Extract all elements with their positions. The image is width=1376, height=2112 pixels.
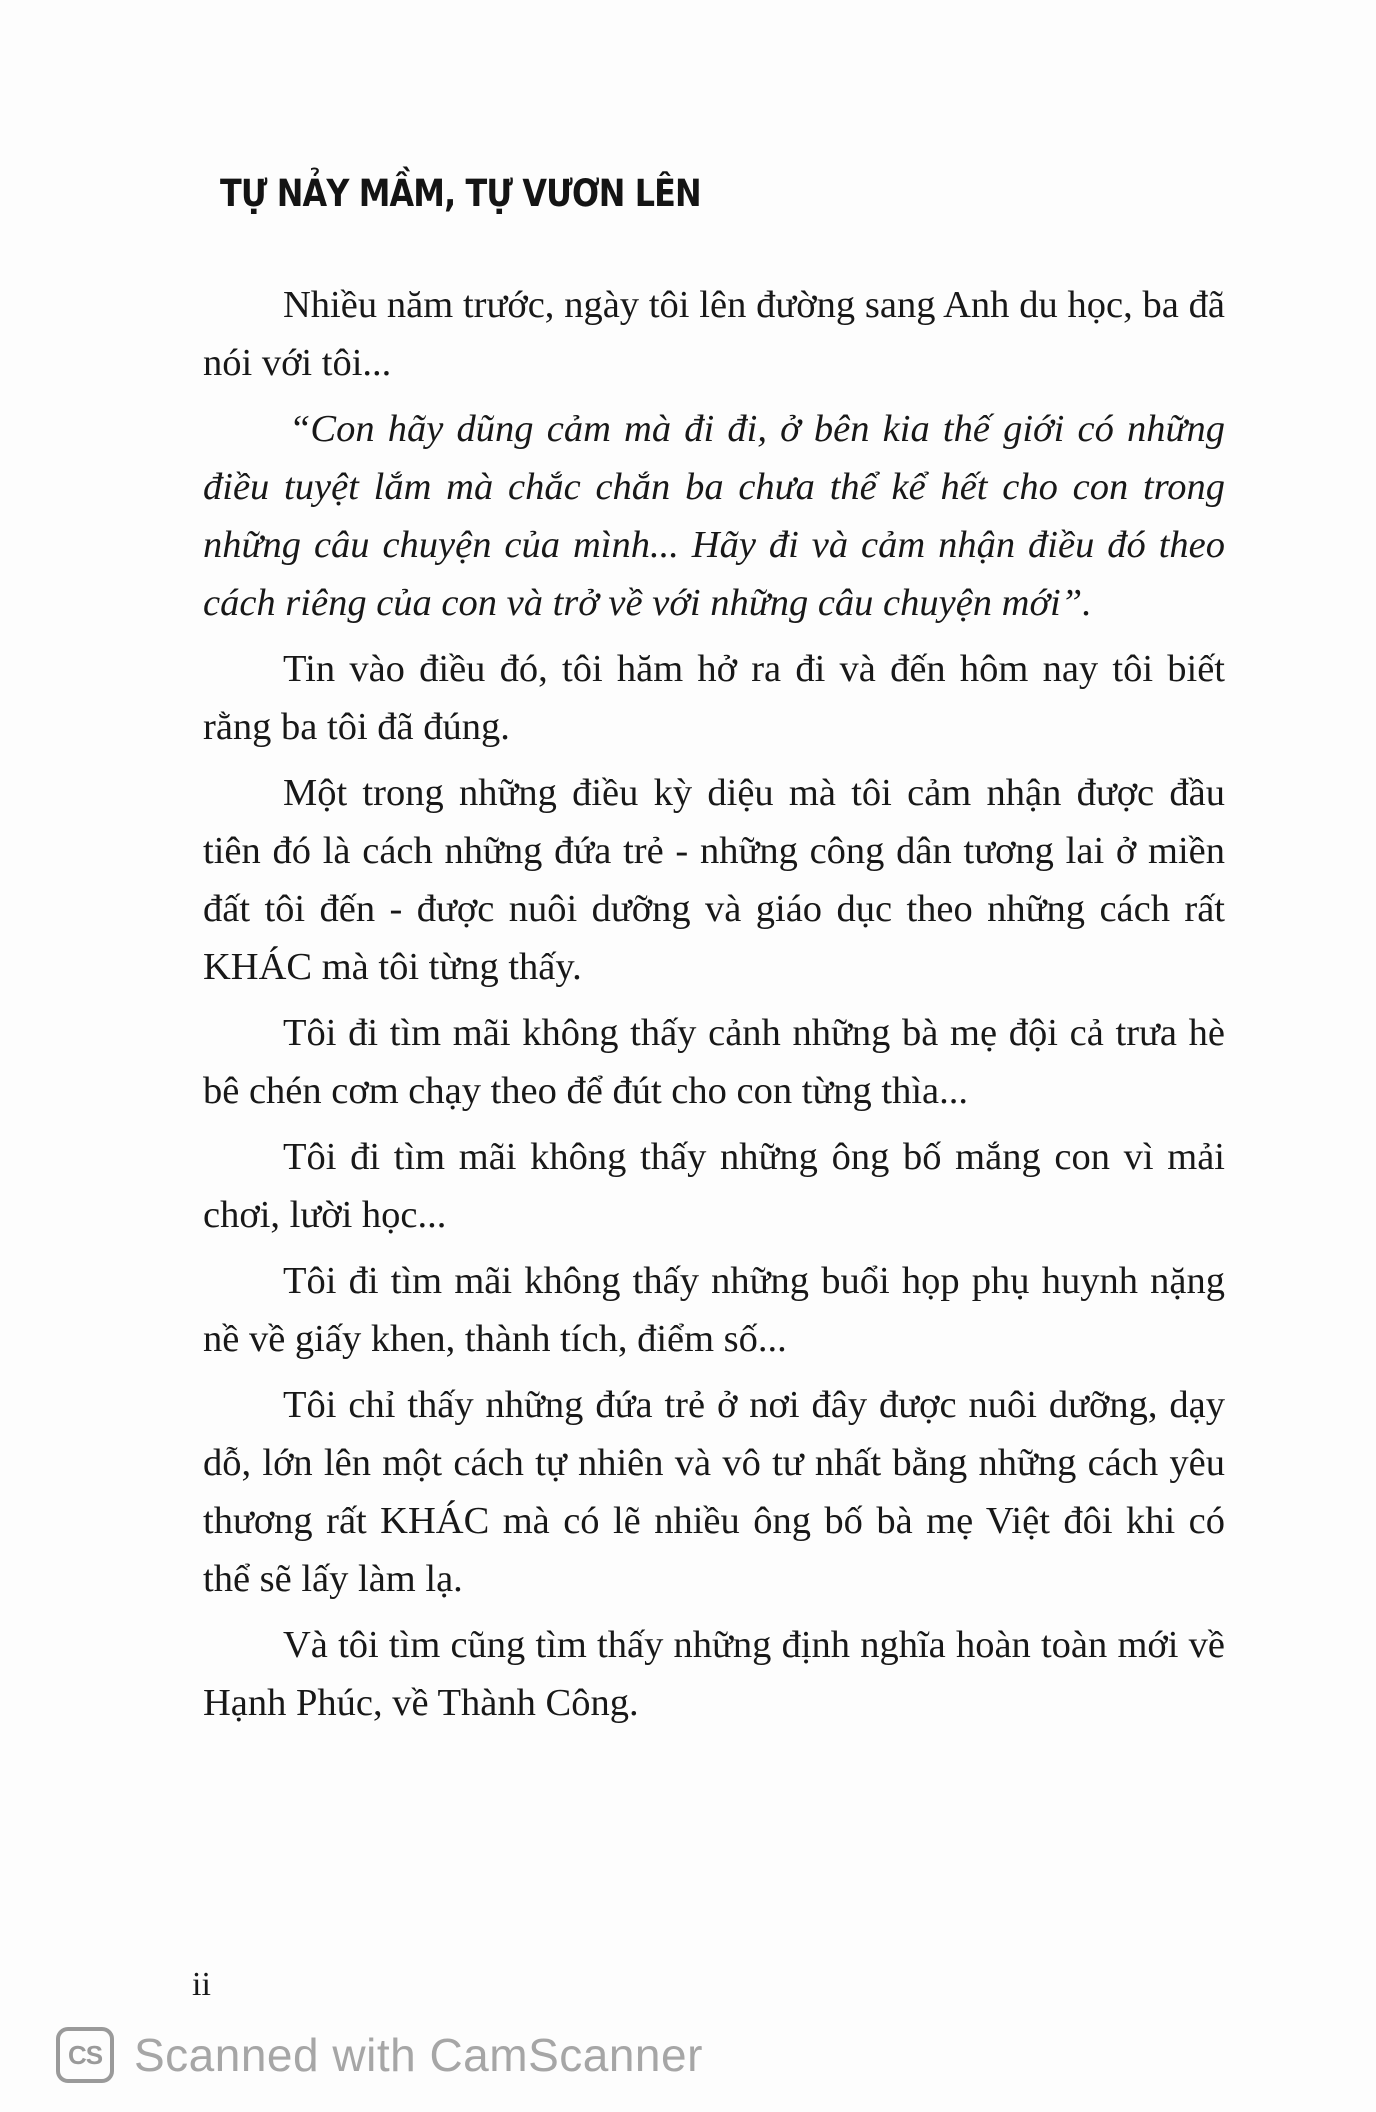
watermark-text: Scanned with CamScanner [134, 2029, 703, 2081]
paragraph: Và tôi tìm cũng tìm thấy những định nghĩa hoàn toàn mới về Hạnh Phúc, về Thành Công. [203, 1624, 1225, 1724]
paragraph: Một trong những điều kỳ diệu mà tôi cảm nhận được đầu tiên đó là cách những đứa trẻ - những công dân tương lai ở miền đất tôi đến - được nuôi dưỡng và giáo dục theo những cách rất KHÁC mà tôi từng thấy. [203, 772, 1225, 988]
camscanner-logo-icon: CS [56, 2027, 114, 2083]
section-heading: TỰ NẢY MẦM, TỰ VƯƠN LÊN [220, 172, 701, 215]
page-number: ii [192, 1966, 211, 2003]
camscanner-watermark [56, 2024, 703, 2086]
paragraph: Tin vào điều đó, tôi hăm hở ra đi và đến hôm nay tôi biết rằng ba tôi đã đúng. [203, 648, 1225, 748]
quote-paragraph: “Con hãy dũng cảm mà đi đi, ở bên kia thế giới có những điều tuyệt lắm mà chắc chắn ba chưa thể kể hết cho con trong những câu chuyện của mình... Hãy đi và cảm nhận điều đó theo cách riêng của con và trở về với những câu chuyện mới”. [203, 408, 1225, 624]
body-text [203, 276, 1225, 1740]
paragraph: Tôi đi tìm mãi không thấy những ông bố mắng con vì mải chơi, lười học... [203, 1136, 1225, 1236]
paragraph: Tôi đi tìm mãi không thấy những buổi họp phụ huynh nặng nề về giấy khen, thành tích, điểm số... [203, 1260, 1225, 1360]
paragraph: Nhiều năm trước, ngày tôi lên đường sang Anh du học, ba đã nói với tôi... [203, 284, 1225, 384]
paragraph: Tôi chỉ thấy những đứa trẻ ở nơi đây được nuôi dưỡng, dạy dỗ, lớn lên một cách tự nhiên và vô tư nhất bằng những cách yêu thương rất KHÁC mà có lẽ nhiều ông bố bà mẹ Việt đôi khi có thể sẽ lấy làm lạ. [203, 1384, 1225, 1600]
paragraph: Tôi đi tìm mãi không thấy cảnh những bà mẹ đội cả trưa hè bê chén cơm chạy theo để đút cho con từng thìa... [203, 1012, 1225, 1112]
